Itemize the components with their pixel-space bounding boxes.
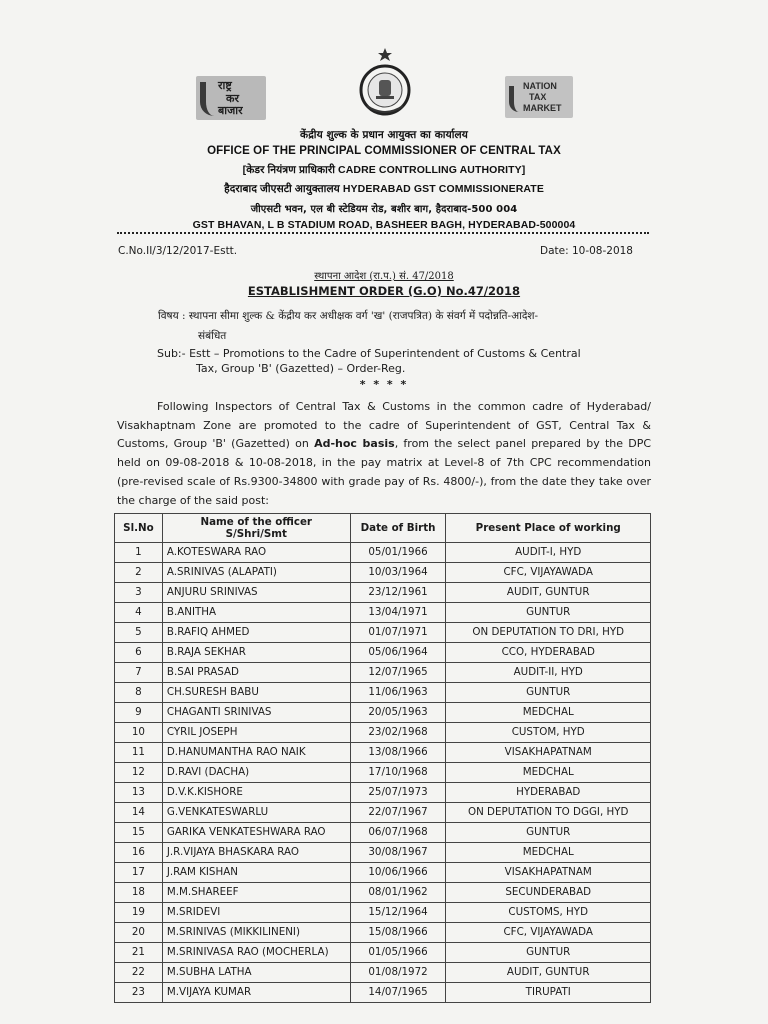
row-place-of-working: MEDCHAL [446, 763, 651, 783]
table-row [115, 643, 651, 663]
rashtra-kar-bazaar-logo [196, 76, 266, 120]
row-date-of-birth: 20/05/1963 [350, 703, 446, 723]
row-place-of-working: MEDCHAL [446, 703, 651, 723]
row-date-of-birth: 12/07/1965 [350, 663, 446, 683]
header-name-line-2: S/Shri/Smt [225, 528, 287, 540]
table-row [115, 823, 651, 843]
row-date-of-birth: 23/02/1968 [350, 723, 446, 743]
row-officer-name: B.RAFIQ AHMED [162, 623, 350, 643]
header-name [162, 514, 350, 543]
row-place-of-working: SECUNDERABAD [446, 883, 651, 903]
row-slno: 23 [115, 983, 163, 1003]
logo-right-text-3: MARKET [523, 103, 562, 113]
table-header-row [115, 514, 651, 543]
cbic-emblem-icon [357, 46, 413, 118]
logo-left-text-1: राष्ट्र [218, 79, 232, 92]
table-row [115, 723, 651, 743]
row-place-of-working: CUSTOM, HYD [446, 723, 651, 743]
header-dotted-divider [117, 232, 649, 234]
row-place-of-working: VISAKHAPATNAM [446, 743, 651, 763]
table-row [115, 983, 651, 1003]
table-row [115, 883, 651, 903]
table-row [115, 923, 651, 943]
row-slno: 15 [115, 823, 163, 843]
header-name-line-1: Name of the officer [200, 516, 313, 528]
row-officer-name: B.RAJA SEKHAR [162, 643, 350, 663]
row-date-of-birth: 05/01/1966 [350, 543, 446, 563]
row-officer-name: D.HANUMANTHA RAO NAIK [162, 743, 350, 763]
row-officer-name: A.SRINIVAS (ALAPATI) [162, 563, 350, 583]
order-date: Date: 10-08-2018 [540, 245, 633, 257]
header-hindi-address: जीएसटी भवन, एल बी स्टेडियम रोड, बशीर बाग, हैदराबाद-500 004 [250, 204, 518, 215]
row-slno: 20 [115, 923, 163, 943]
table-row [115, 683, 651, 703]
header-commissionerate: हैदराबाद जीएसटी आयुक्तालय HYDERABAD GST COMMISSIONERATE [224, 183, 544, 195]
table-row [115, 963, 651, 983]
row-date-of-birth: 17/10/1968 [350, 763, 446, 783]
row-slno: 14 [115, 803, 163, 823]
table-row [115, 563, 651, 583]
nation-tax-market-logo [505, 76, 573, 118]
logo-right-text-2: TAX [529, 92, 547, 102]
row-officer-name: J.R.VIJAYA BHASKARA RAO [162, 843, 350, 863]
row-date-of-birth: 05/06/1964 [350, 643, 446, 663]
table-row [115, 783, 651, 803]
row-place-of-working: VISAKHAPATNAM [446, 863, 651, 883]
row-place-of-working: GUNTUR [446, 683, 651, 703]
logo-swoosh-icon [509, 86, 524, 112]
row-officer-name: CH.SURESH BABU [162, 683, 350, 703]
row-date-of-birth: 15/08/1966 [350, 923, 446, 943]
row-slno: 11 [115, 743, 163, 763]
table-row [115, 903, 651, 923]
subject-english-line-1: Sub:- Estt – Promotions to the Cadre of Superintendent of Customs & Central [157, 347, 581, 360]
row-slno: 1 [115, 543, 163, 563]
row-officer-name: CYRIL JOSEPH [162, 723, 350, 743]
row-date-of-birth: 01/08/1972 [350, 963, 446, 983]
row-officer-name: A.KOTESWARA RAO [162, 543, 350, 563]
table-row [115, 843, 651, 863]
row-officer-name: M.SRINIVAS (MIKKILINENI) [162, 923, 350, 943]
row-date-of-birth: 13/08/1966 [350, 743, 446, 763]
row-slno: 22 [115, 963, 163, 983]
order-title: ESTABLISHMENT ORDER (G.O) No.47/2018 [247, 284, 521, 298]
row-date-of-birth: 22/07/1967 [350, 803, 446, 823]
row-slno: 7 [115, 663, 163, 683]
logo-right-text-1: NATION [523, 81, 557, 91]
row-officer-name: M.VIJAYA KUMAR [162, 983, 350, 1003]
row-date-of-birth: 23/12/1961 [350, 583, 446, 603]
row-slno: 8 [115, 683, 163, 703]
officers-table [114, 513, 651, 1003]
subject-english-line-2: Tax, Group 'B' (Gazetted) – Order-Reg. [196, 362, 406, 375]
row-slno: 17 [115, 863, 163, 883]
header-address: GST BHAVAN, L B STADIUM ROAD, BASHEER BAGH, HYDERABAD-500004 [192, 219, 576, 231]
header-slno: Sl.No [115, 514, 163, 543]
row-place-of-working: AUDIT-I, HYD [446, 543, 651, 563]
row-date-of-birth: 01/07/1971 [350, 623, 446, 643]
row-place-of-working: GUNTUR [446, 943, 651, 963]
row-place-of-working: AUDIT, GUNTUR [446, 963, 651, 983]
row-slno: 21 [115, 943, 163, 963]
row-officer-name: M.SRIDEVI [162, 903, 350, 923]
header-office-title: OFFICE OF THE PRINCIPAL COMMISSIONER OF CENTRAL TAX [207, 145, 561, 157]
row-officer-name: D.RAVI (DACHA) [162, 763, 350, 783]
table-row [115, 763, 651, 783]
row-place-of-working: CUSTOMS, HYD [446, 903, 651, 923]
logo-left-text-2: कर [226, 92, 239, 105]
table-row [115, 863, 651, 883]
row-officer-name: D.V.K.KISHORE [162, 783, 350, 803]
row-place-of-working: TIRUPATI [446, 983, 651, 1003]
row-date-of-birth: 08/01/1962 [350, 883, 446, 903]
row-slno: 18 [115, 883, 163, 903]
row-officer-name: G.VENKATESWARLU [162, 803, 350, 823]
order-body-paragraph [117, 398, 651, 510]
header-dob: Date of Birth [350, 514, 446, 543]
row-date-of-birth: 30/08/1967 [350, 843, 446, 863]
row-place-of-working: GUNTUR [446, 823, 651, 843]
row-date-of-birth: 10/06/1966 [350, 863, 446, 883]
subject-hindi [158, 306, 658, 346]
row-officer-name: GARIKA VENKATESHWARA RAO [162, 823, 350, 843]
table-row [115, 583, 651, 603]
logo-left-text-3: बाजार [218, 104, 243, 117]
table-row [115, 623, 651, 643]
row-place-of-working: HYDERABAD [446, 783, 651, 803]
row-officer-name: M.SRINIVASA RAO (MOCHERLA) [162, 943, 350, 963]
file-reference-number: C.No.II/3/12/2017-Estt. [118, 245, 238, 257]
row-date-of-birth: 01/05/1966 [350, 943, 446, 963]
row-slno: 13 [115, 783, 163, 803]
row-place-of-working: AUDIT-II, HYD [446, 663, 651, 683]
row-date-of-birth: 15/12/1964 [350, 903, 446, 923]
row-officer-name: M.M.SHAREEF [162, 883, 350, 903]
row-officer-name: M.SUBHA LATHA [162, 963, 350, 983]
paragraph-text-1: Following Inspectors of Central Tax & Customs in the common cadre of Hyderabad/ Visakhaptnam Zone are promoted to the cadre of Superintendent of GST, Central Tax & Customs, Group 'B' (Gazetted) on [117, 400, 651, 451]
row-place-of-working: ON DEPUTATION TO DRI, HYD [446, 623, 651, 643]
table-row [115, 703, 651, 723]
row-place-of-working: AUDIT, GUNTUR [446, 583, 651, 603]
separator-stars: * * * * [359, 378, 409, 391]
row-slno: 19 [115, 903, 163, 923]
header-hindi-office: केंद्रीय शुल्क के प्रधान आयुक्त का कार्यालय [300, 129, 468, 141]
row-date-of-birth: 13/04/1971 [350, 603, 446, 623]
row-place-of-working: ON DEPUTATION TO DGGI, HYD [446, 803, 651, 823]
row-slno: 10 [115, 723, 163, 743]
header-place: Present Place of working [446, 514, 651, 543]
row-date-of-birth: 14/07/1965 [350, 983, 446, 1003]
paragraph-text-2: , from the select panel prepared by the DPC held on 09-08-2018 & 10-08-2018, in the pay matrix at Level-8 of 7th CPC recommendation (pre-revised scale of Rs.9300-34800 with grade pay of Rs. 4800/-), from the date they take over the charge of the said post: [117, 437, 652, 507]
table-row [115, 603, 651, 623]
row-slno: 12 [115, 763, 163, 783]
header-cadre-authority: [केडर नियंत्रण प्राधिकारी CADRE CONTROLLING AUTHORITY] [242, 164, 526, 176]
subject-hindi-line-2: संबंधित [198, 330, 227, 342]
row-place-of-working: CFC, VIJAYAWADA [446, 563, 651, 583]
table-row [115, 743, 651, 763]
row-officer-name: J.RAM KISHAN [162, 863, 350, 883]
subject-hindi-line-1: विषय : स्थापना सीमा शुल्क & केंद्रीय कर अधीक्षक वर्ग 'ख' (राजपत्रित) के संवर्ग में पदोन्नति-आदेश- [158, 310, 539, 322]
order-title-hindi: स्थापना आदेश (रा.प.) सं. 47/2018 [314, 271, 454, 282]
row-slno: 5 [115, 623, 163, 643]
row-officer-name: ANJURU SRINIVAS [162, 583, 350, 603]
row-slno: 6 [115, 643, 163, 663]
row-slno: 16 [115, 843, 163, 863]
row-place-of-working: CCO, HYDERABAD [446, 643, 651, 663]
row-officer-name: B.SAI PRASAD [162, 663, 350, 683]
row-date-of-birth: 25/07/1973 [350, 783, 446, 803]
row-slno: 4 [115, 603, 163, 623]
table-row [115, 663, 651, 683]
row-officer-name: B.ANITHA [162, 603, 350, 623]
row-slno: 3 [115, 583, 163, 603]
table-row [115, 543, 651, 563]
paragraph-bold-text: Ad-hoc basis [314, 437, 395, 451]
row-date-of-birth: 06/07/1968 [350, 823, 446, 843]
row-slno: 2 [115, 563, 163, 583]
row-slno: 9 [115, 703, 163, 723]
subject-english [157, 346, 647, 376]
row-place-of-working: GUNTUR [446, 603, 651, 623]
row-officer-name: CHAGANTI SRINIVAS [162, 703, 350, 723]
row-place-of-working: MEDCHAL [446, 843, 651, 863]
table-row [115, 943, 651, 963]
row-place-of-working: CFC, VIJAYAWADA [446, 923, 651, 943]
row-date-of-birth: 10/03/1964 [350, 563, 446, 583]
row-date-of-birth: 11/06/1963 [350, 683, 446, 703]
table-row [115, 803, 651, 823]
